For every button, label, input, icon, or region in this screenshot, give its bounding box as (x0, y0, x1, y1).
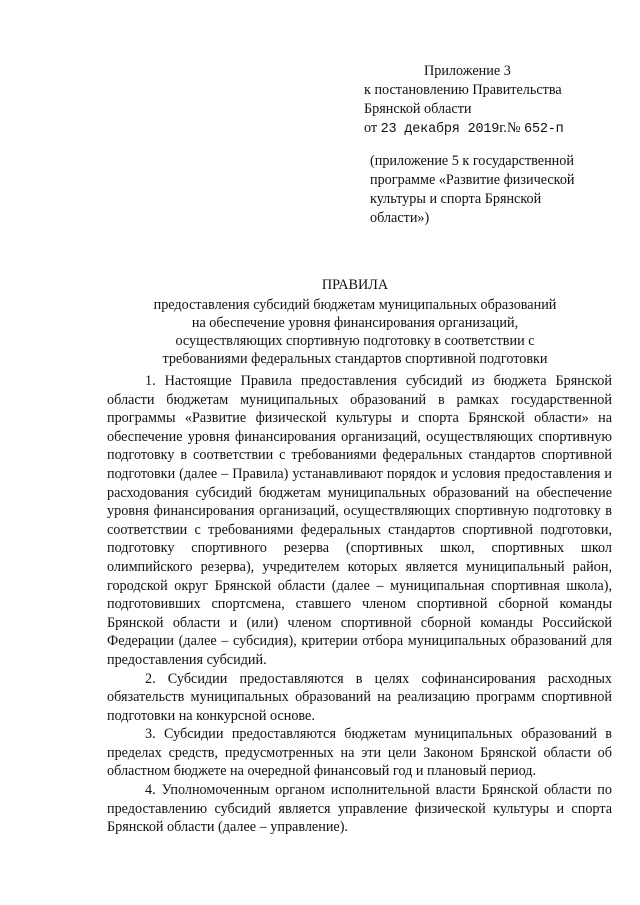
paragraph-2: 2. Субсидии предоставляются в целях софинансирования расходных обязательств муниципальных образований на реализацию программ спортивной подготовки на конкурсной основе. (107, 670, 612, 724)
resolution-number: 652-п (524, 122, 564, 137)
appendix-resolution-line: к постановлению Правительства (364, 82, 562, 98)
title-heading: ПРАВИЛА (321, 277, 389, 293)
resolution-date: 23 декабря 2019 (380, 122, 500, 137)
paragraph-4: 4. Уполномоченным органом исполнительной власти Брянской области по предоставлению субсидий является управление физической культуры и спорта Брянской области (далее – управление). (107, 782, 612, 836)
paragraph-1: 1. Настоящие Правила предоставления субсидий из бюджета Брянской области бюджетам муниципальных образований в рамках государственной программы «Развитие физической культуры и спорта Брянской области» на обеспечение уровня финансирования организаций, осуществляющих спортивную подготовку в соответствии с требованиями федеральных стандартов спортивной подготовки (далее – Правила) устанавливают порядок и условия предоставления и расходования субсидий бюджетам муниципальных образований на обеспечение уровня финансирования организаций, осуществляющих спортивную подготовку в соответствии с требованиями федеральных стандартов спортивной подготовки, подготовку спортивного резерва (спортивных школ, спортивных школ олимпийского резерва), учредителем которых является муниципальный район, городской округ Брянской области (далее – муниципальная спортивная школа), подготовивших спортсмена, ставшего членом спортивной сборной команды Брянской области и (или) членом спортивной сборной команды Российской Федерации (далее – субсидия), критерии отбора муниципальных образований для предоставления субсидий. (107, 373, 612, 668)
paragraph-3: 3. Субсидии предоставляются бюджетам муниципальных образований в пределах средств, предусмотренных на эти цели Законом Брянской области об областном бюджете на очередной финансовый год и плановый период. (107, 726, 612, 780)
document-title (80, 276, 630, 368)
program-ref-line: (приложение 5 к государственной (370, 153, 574, 169)
appendix-number: Приложение 3 (424, 63, 511, 79)
appendix-header (364, 62, 624, 139)
title-subtitle-line: на обеспечение уровня финансирования организаций, (191, 315, 519, 331)
number-prefix: г.№ (499, 120, 521, 136)
title-subtitle-line: предоставления субсидий бюджетам муниципальных образований (153, 297, 557, 313)
title-subtitle-line: требованиями федеральных стандартов спортивной подготовки (162, 351, 548, 367)
program-ref-line: культуры и спорта Брянской (370, 191, 542, 207)
program-ref-line: программе «Развитие физической (370, 172, 575, 188)
program-reference (370, 152, 620, 228)
appendix-region-line: Брянской области (364, 101, 472, 117)
resolution-date-line (364, 119, 624, 139)
document-body (107, 372, 612, 837)
date-prefix: от (364, 120, 378, 136)
title-subtitle-line: осуществляющих спортивную подготовку в соответствии с (175, 333, 535, 349)
program-ref-line: области») (370, 210, 430, 226)
